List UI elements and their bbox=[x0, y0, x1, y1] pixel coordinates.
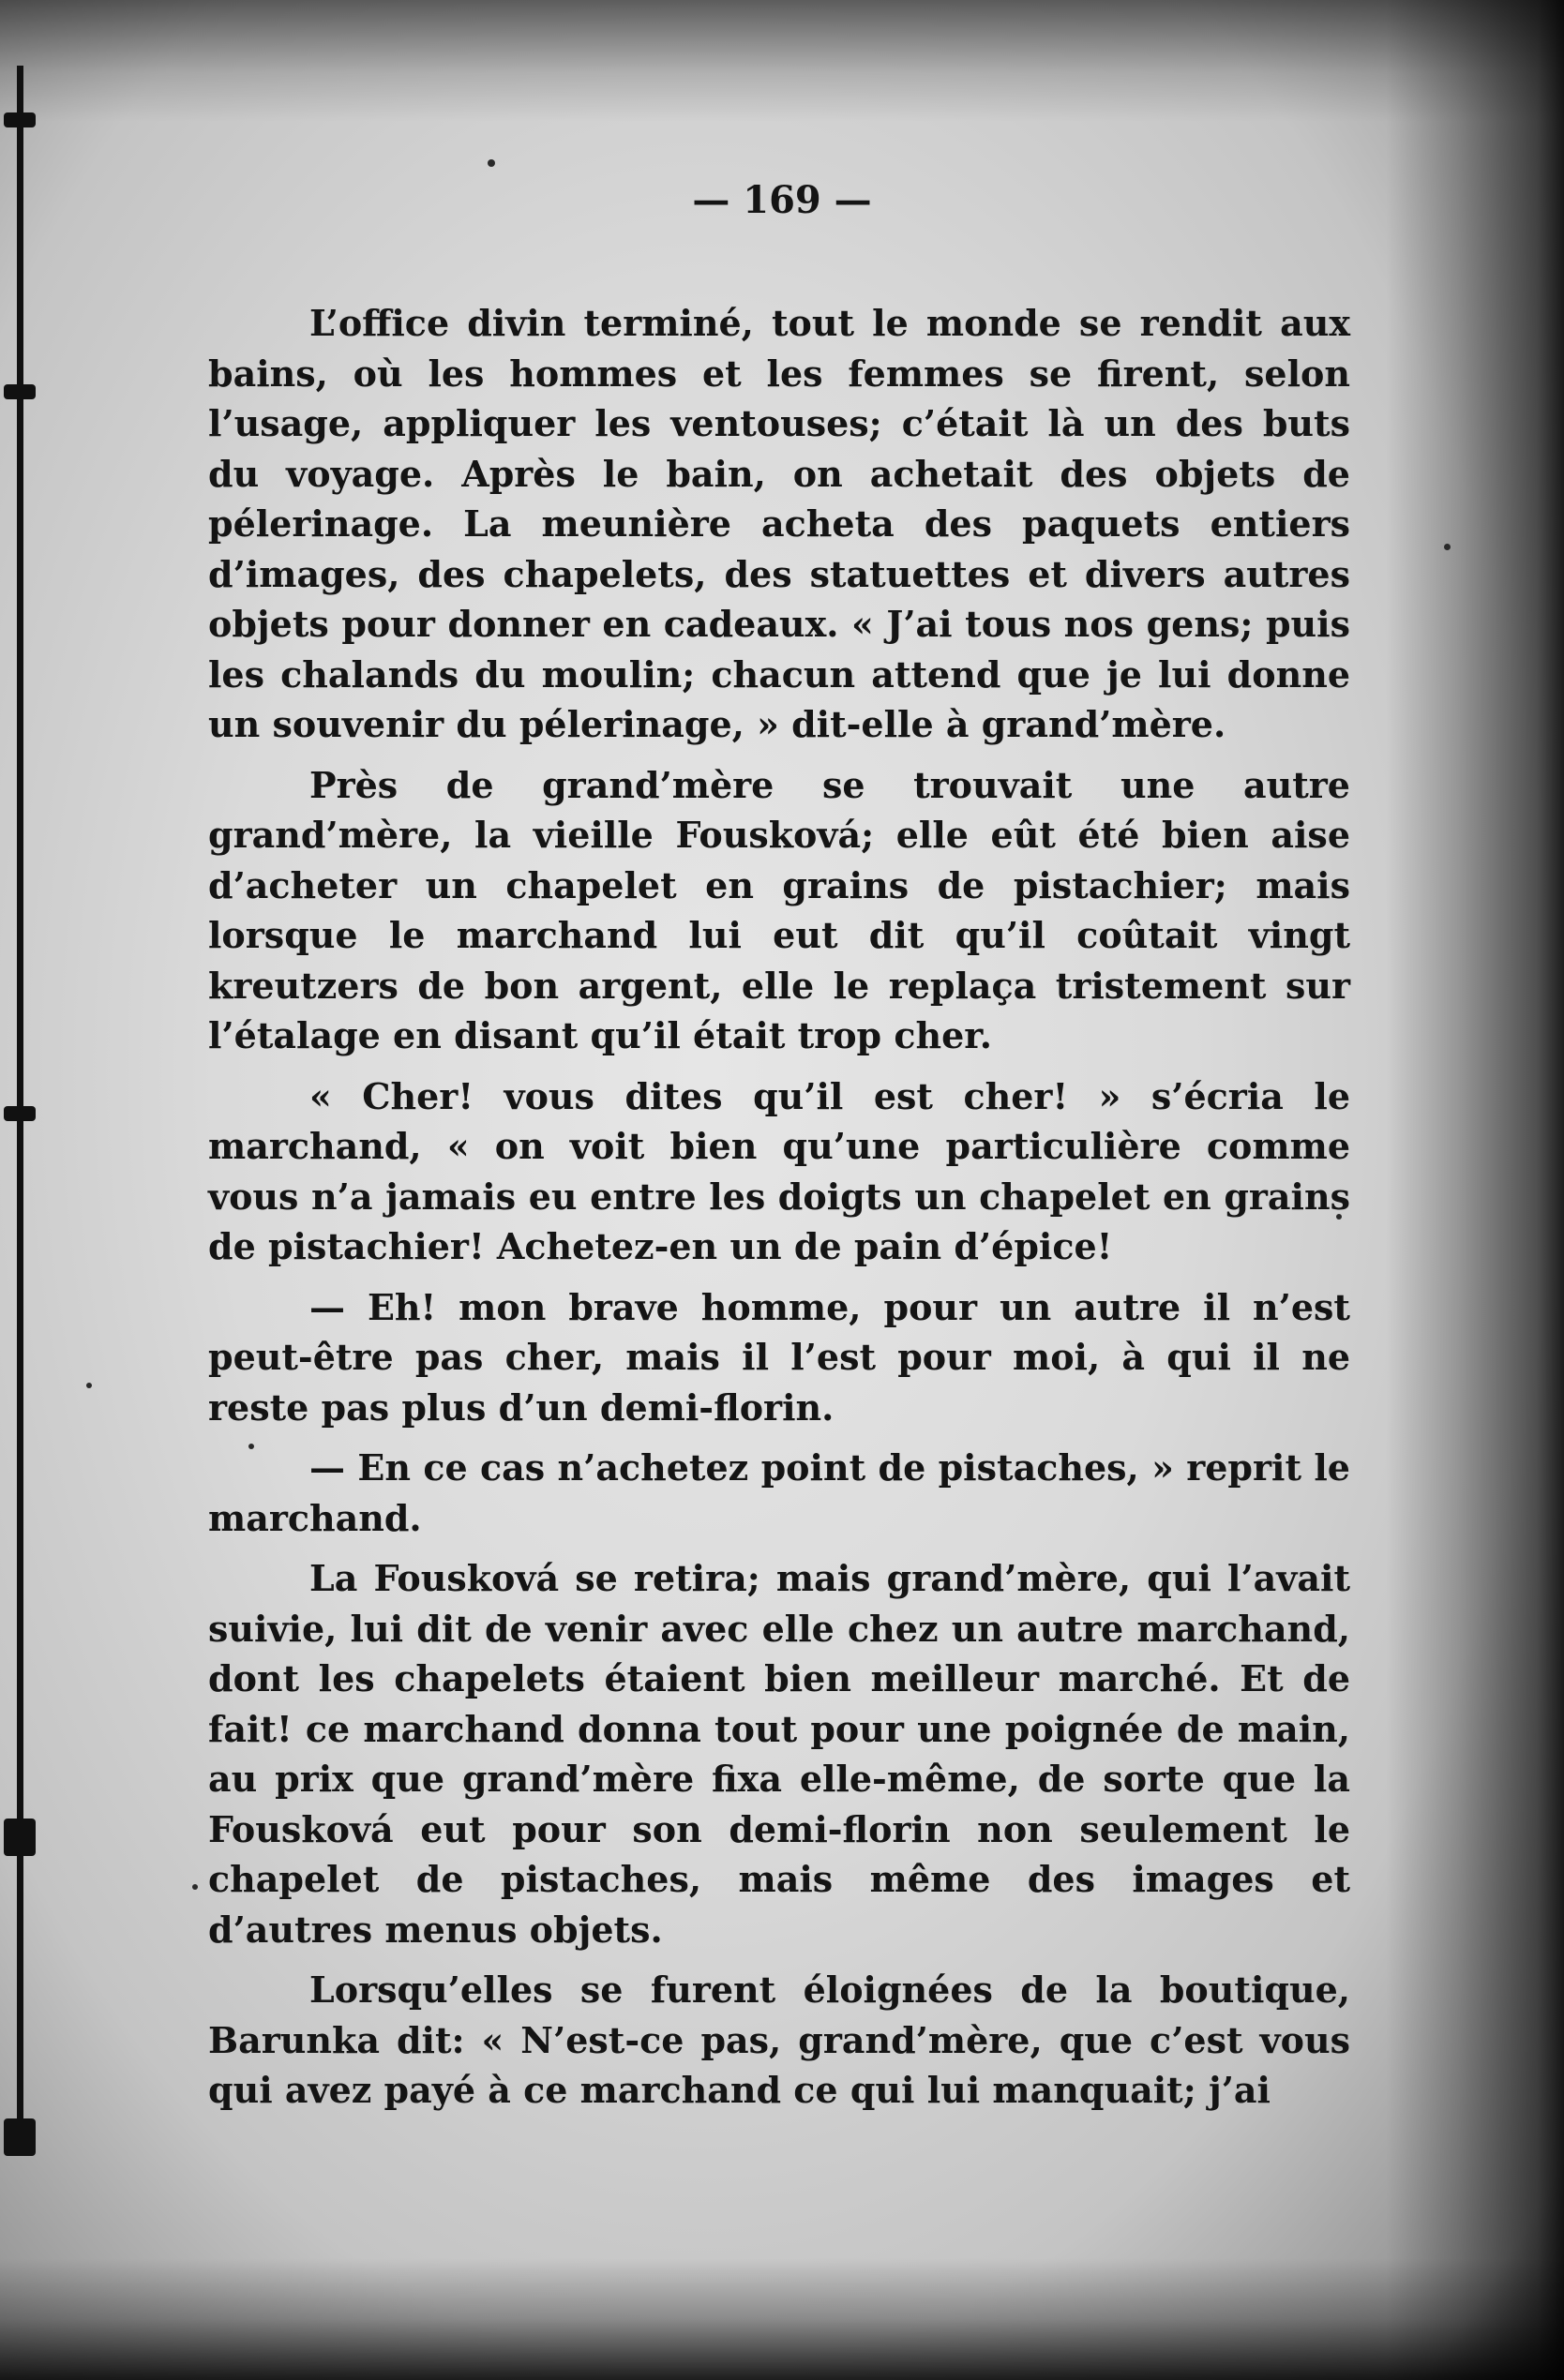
paragraph: « Cher! vous dites qu’il est cher! » s’écria le marchand, « on voit bien qu’une particulière comme vous n’a jamais eu entre les doigts un chapelet en grains de pistachier! Achetez-en un de pain d’épice! bbox=[208, 1074, 1350, 1267]
binding-mark bbox=[4, 1106, 36, 1121]
paragraph: Près de grand’mère se trouvait une autre grand’mère, la vieille Fousková; elle eût été bien aise d’acheter un chapelet en grains de pistachier; mais lorsque le marchand lui eut dit qu’il coûtait vingt kreutzers de bon argent, elle le replaça tristement sur l’étalage en disant qu’il était trop cher. bbox=[208, 763, 1350, 1056]
binding-mark bbox=[4, 384, 36, 399]
scan-shadow-right bbox=[1386, 0, 1564, 2380]
binding-mark bbox=[4, 1819, 36, 1856]
paragraph: Lorsqu’elles se furent éloignées de la boutique, Barunka dit: « N’est-ce pas, grand’mère, que c’est vous qui avez payé à ce marchand ce qui lui manquait; j’ai bbox=[208, 1968, 1350, 2111]
body-text bbox=[208, 298, 1350, 2126]
page-number: — 169 — bbox=[692, 178, 872, 222]
dust-speck bbox=[488, 159, 495, 167]
paragraph: — En ce cas n’achetez point de pistaches, » reprit le marchand. bbox=[208, 1446, 1350, 1539]
paragraph: La Fousková se retira; mais grand’mère, qui l’avait suivie, lui dit de venir avec elle chez un autre marchand, dont les chapelets étaient bien meilleur marché. Et de fait! ce marchand donna tout pour une poignée de main, au prix que grand’mère fixa elle-même, de sorte que la Fousková eut pour son demi-florin non seulement le chapelet de pistaches, mais même des images et d’autres menus objets. bbox=[208, 1557, 1350, 1951]
dust-speck bbox=[86, 1383, 92, 1388]
dust-speck bbox=[1444, 544, 1451, 550]
scan-shadow-bottom bbox=[0, 2258, 1564, 2380]
dust-speck bbox=[192, 1884, 198, 1890]
paragraph: L’office divin terminé, tout le monde se rendit aux bains, où les hommes et les femmes se firent, selon l’usage, appliquer les ventouses; c’était là un des buts du voyage. Après le bain, on achetait des objets de pélerinage. La meunière acheta des paquets entiers d’images, des chapelets, des statuettes et divers autres objets pour donner en cadeaux. « J’ai tous nos gens; puis les chalands du moulin; chacun attend que je lui donne un souvenir du pélerinage, » dit-elle à grand’mère. bbox=[208, 302, 1350, 745]
binding-mark bbox=[4, 2118, 36, 2156]
paragraph: — Eh! mon brave homme, pour un autre il n’est peut-être pas cher, mais il l’est pour moi, à qui il ne reste pas plus d’un demi-florin. bbox=[208, 1285, 1350, 1429]
binding-mark bbox=[4, 112, 36, 127]
scan-shadow-top bbox=[0, 0, 1564, 122]
